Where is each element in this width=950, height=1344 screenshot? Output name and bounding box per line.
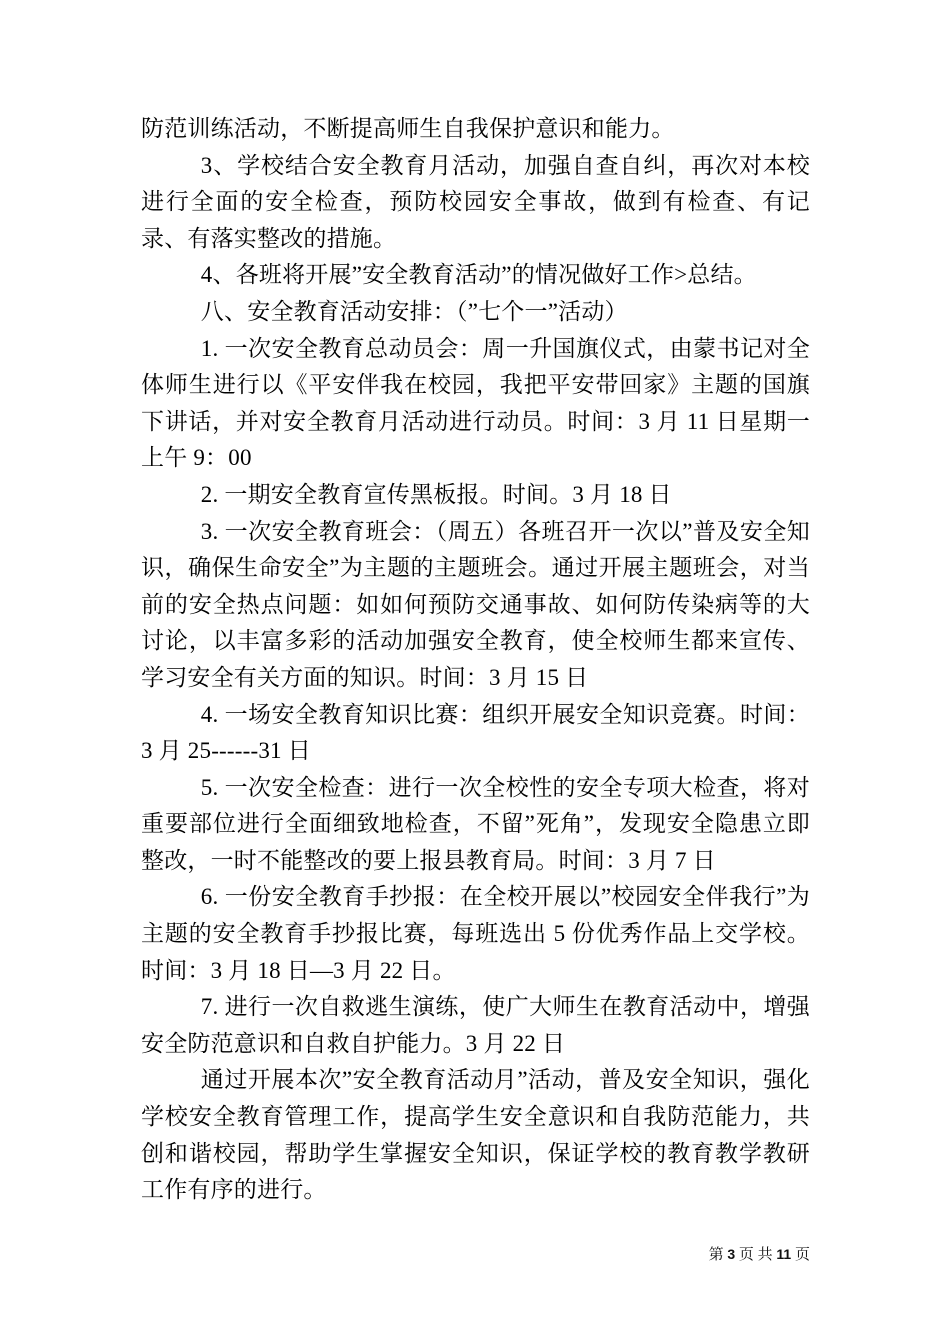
footer-current-page-number: 3 xyxy=(727,1246,736,1262)
paragraph: 2. 一期安全教育宣传黑板报。时间。3 月 18 日 xyxy=(200,481,672,507)
paragraph: 1. 一次安全教育总动员会：周一升国旗仪式，由蒙书记对全体师生进行以《平安伴我在校园，我把平安带回家》主题的国旗下讲话，并对安全教育月活动进行动员。时间：3 月 11 日星期一上午 9：00 xyxy=(141,335,810,471)
paragraph: 通过开展本次”安全教育活动月”活动，普及安全知识，强化学校安全教育管理工作，提高学生安全意识和自我防范能力，共创和谐校园，帮助学生掌握安全知识，保证学校的教育教学教研工作有序的进行。 xyxy=(141,1067,810,1203)
footer-label-of: 页 共 xyxy=(738,1247,773,1263)
paragraph: 防范训练活动，不断提高师生自我保护意识和能力。 xyxy=(141,116,675,141)
footer-total-pages-number: 11 xyxy=(776,1246,792,1262)
paragraph: 5. 一次安全检查：进行一次全校性的安全专项大检查，将对重要部位进行全面细致地检查，不留”死角”，发现安全隐患立即整改，一时不能整改的要上报县教育局。时间：3 月 7 日 xyxy=(141,774,810,873)
paragraph: 3. 一次安全教育班会：（周五）各班召开一次以”普及安全知识，确保生命安全”为主题的主题班会。通过开展主题班会，对当前的安全热点问题：如如何预防交通事故、如何防传染病等的大讨论，以丰富多彩的活动加强安全教育，使全校师生都来宣传、学习安全有关方面的知识。时间：3 月 15 日 xyxy=(141,518,810,690)
page-footer xyxy=(709,1245,810,1264)
paragraph: 4. 一场安全教育知识比赛：组织开展安全知识竞赛。时间：3 月 25------31 日 xyxy=(141,701,810,764)
footer-label-pages: 页 xyxy=(794,1247,810,1263)
document-body xyxy=(141,111,810,1209)
paragraph: 7. 进行一次自救逃生演练，使广大师生在教育活动中，增强安全防范意识和自救自护能力。3 月 22 日 xyxy=(141,994,810,1056)
paragraph: 4、各班将开展”安全教育活动”的情况做好工作>总结。 xyxy=(200,262,757,288)
paragraph: 八、安全教育活动安排：（”七个一”活动） xyxy=(200,298,628,324)
footer-label-page: 第 xyxy=(708,1247,724,1263)
paragraph: 3、学校结合安全教育月活动，加强自查自纠，再次对本校进行全面的安全检查，预防校园安全事故，做到有检查、有记录、有落实整改的措施。 xyxy=(141,152,810,251)
paragraph: 6. 一份安全教育手抄报：在全校开展以”校园安全伴我行”为主题的安全教育手抄报比赛，每班选出 5 份优秀作品上交学校。时间：3 月 18 日—3 月 22 日。 xyxy=(141,884,810,983)
